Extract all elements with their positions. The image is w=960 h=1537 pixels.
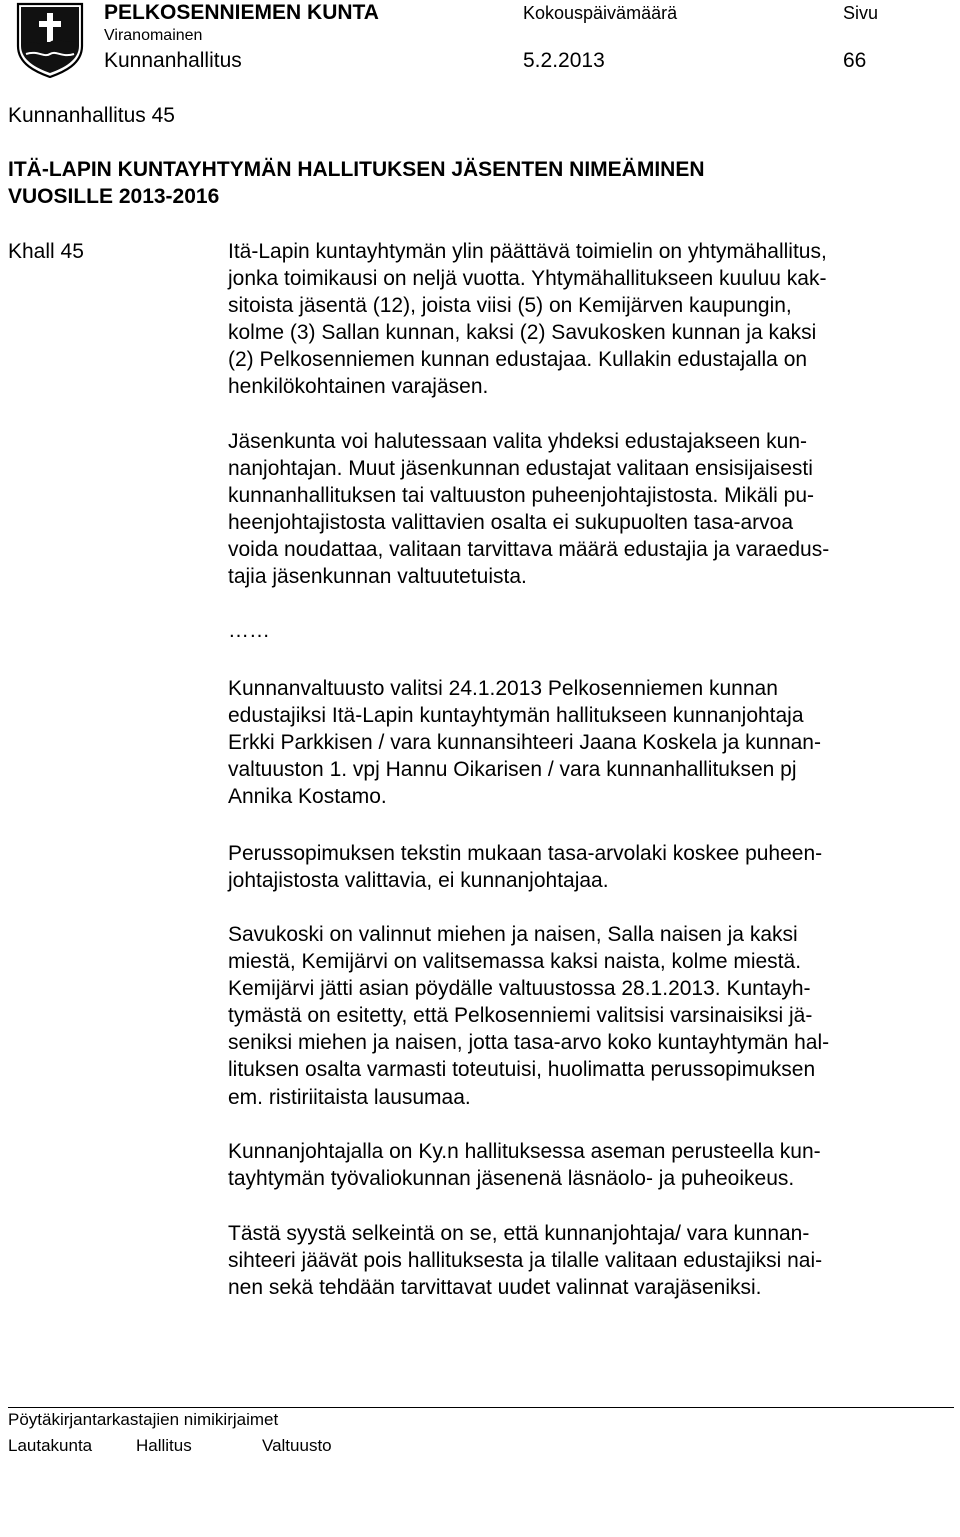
text-line: Kunnanjohtajalla on Ky.n hallituksessa aseman perusteella kun-: [228, 1140, 821, 1163]
title-line: VUOSILLE 2013-2016: [8, 185, 220, 209]
text-line: (2) Pelkosenniemen kunnan edustajaa. Kullakin edustajalla on: [228, 348, 808, 372]
footer-col-hallitus: Hallitus: [136, 1436, 192, 1455]
text-line: miestä, Kemijärvi on valitsemassa kaksi naista, kolme miestä.: [228, 950, 802, 974]
text-line: Perussopimuksen tekstin mukaan tasa-arvolaki koskee puheen-: [228, 842, 823, 865]
text-line: nen sekä tehdään tarvittavat uudet valinnat varajäseniksi.: [228, 1276, 762, 1300]
paragraph-1: [228, 238, 827, 401]
text-line: henkilökohtainen varajäsen.: [228, 375, 489, 399]
text-line: tymästä on esitetty, että Pelkosenniemi valitsisi varsinaisiksi jä-: [228, 1004, 813, 1028]
footer-col-valtuusto: Valtuusto: [262, 1436, 332, 1455]
text-line: Savukoski on valinnut miehen ja naisen, Salla naisen ja kaksi: [228, 923, 798, 946]
footer-divider: [8, 1407, 954, 1408]
text-line: lituksen osalta varmasti toteutuisi, huolimatta perussopimuksen: [228, 1058, 816, 1082]
organization-name: PELKOSENNIEMEN KUNTA: [104, 1, 379, 24]
text-line: Itä-Lapin kuntayhtymän ylin päättävä toimielin on yhtymähallitus,: [228, 240, 827, 263]
text-line: Erkki Parkkisen / vara kunnansihteeri Jaana Koskela ja kunnan-: [228, 731, 821, 755]
text-line: sihteeri jäävät pois hallituksesta ja tilalle valitaan edustajiksi nai-: [228, 1249, 823, 1273]
text-line: Kemijärvi jätti asian pöydälle valtuustossa 28.1.2013. Kuntayh-: [228, 977, 811, 1001]
text-line: Tästä syystä selkeintä on se, että kunnanjohtaja/ vara kunnan-: [228, 1222, 810, 1245]
title-line: ITÄ-LAPIN KUNTAYHTYMÄN HALLITUKSEN JÄSENTEN NIMEÄMINEN: [8, 158, 705, 181]
text-line: kunnanhallituksen tai valtuuston puheenjohtajistosta. Mikäli pu-: [228, 484, 815, 508]
text-line: voida noudattaa, valitaan tarvittava määrä edustajia ja varaedus-: [228, 538, 830, 562]
document-title: [8, 156, 705, 210]
text-line: valtuuston 1. vpj Hannu Oikarisen / vara kunnanhallituksen pj: [228, 758, 797, 782]
text-line: johtajistosta valittavia, ei kunnanjohtajaa.: [228, 869, 609, 893]
text-line: tayhtymän työvaliokunnan jäsenenä läsnäolo- ja puheoikeus.: [228, 1167, 795, 1191]
ellipsis: ……: [228, 619, 270, 642]
meeting-date-label: Kokouspäivämäärä: [523, 3, 678, 23]
coat-of-arms-icon: [16, 2, 84, 78]
paragraph-4: [228, 840, 822, 894]
text-line: em. ristiriitaista lausumaa.: [228, 1085, 471, 1109]
text-line: nanjohtajan. Muut jäsenkunnan edustajat valitaan ensisijaisesti: [228, 457, 813, 481]
paragraph-3: [228, 675, 821, 810]
page-number: 66: [843, 49, 867, 72]
board-name: Kunnanhallitus: [104, 49, 242, 72]
khall-label: Khall 45: [8, 240, 84, 263]
section-reference: Kunnanhallitus 45: [8, 104, 175, 127]
text-line: seniksi miehen ja naisen, jotta tasa-arvo koko kuntayhtymän hal-: [228, 1031, 830, 1055]
text-line: tajia jäsenkunnan valtuutetuista.: [228, 565, 527, 589]
meeting-date: 5.2.2013: [523, 49, 605, 72]
text-line: jonka toimikausi on neljä vuotta. Yhtymähallitukseen kuuluu kak-: [228, 267, 827, 291]
paragraph-6: [228, 1138, 821, 1192]
text-line: edustajiksi Itä-Lapin kuntayhtymän hallitukseen kunnanjohtaja: [228, 704, 804, 728]
text-line: Annika Kostamo.: [228, 785, 387, 809]
text-line: Jäsenkunta voi halutessaan valita yhdeksi edustajakseen kun-: [228, 430, 808, 453]
text-line: sitoista jäsentä (12), joista viisi (5) on Kemijärven kaupungin,: [228, 294, 792, 318]
text-line: Kunnanvaltuusto valitsi 24.1.2013 Pelkosenniemen kunnan: [228, 677, 778, 700]
text-line: heenjohtajistosta valittavien osalta ei sukupuolten tasa-arvoa: [228, 511, 794, 535]
paragraph-5: [228, 921, 829, 1111]
footer-col-lautakunta: Lautakunta: [8, 1436, 93, 1455]
authority-label: Viranomainen: [104, 27, 203, 44]
paragraph-2: [228, 428, 829, 591]
page-label: Sivu: [843, 3, 879, 23]
paragraph-7: [228, 1220, 822, 1301]
text-line: kolme (3) Sallan kunnan, kaksi (2) Savukosken kunnan ja kaksi: [228, 321, 817, 345]
footer-title: Pöytäkirjantarkastajien nimikirjaimet: [8, 1410, 279, 1429]
